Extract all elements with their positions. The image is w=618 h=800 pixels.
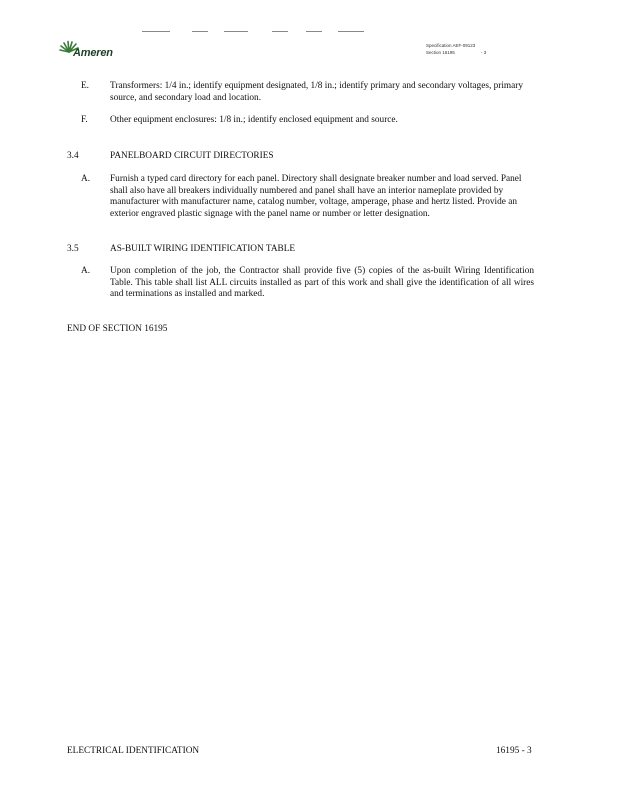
item-f-letter: F. xyxy=(81,115,88,125)
section-3-5-number: 3.5 xyxy=(67,244,79,254)
footer-page-number: 16195 - 3 xyxy=(496,746,532,756)
section-3-4-title: PANELBOARD CIRCUIT DIRECTORIES xyxy=(110,151,274,161)
item-f-text: Other equipment enclosures: 1/8 in.; identify enclosed equipment and source. xyxy=(110,115,398,125)
section-3-5-a-letter: A. xyxy=(81,266,91,276)
spec-section: Section 16195 xyxy=(426,50,455,55)
section-3-5-title: AS-BUILT WIRING IDENTIFICATION TABLE xyxy=(110,244,296,254)
item-e-letter: E. xyxy=(81,81,90,91)
logo-text: Ameren xyxy=(73,47,113,59)
end-of-section: END OF SECTION 16195 xyxy=(67,324,168,334)
section-3-4-number: 3.4 xyxy=(67,151,79,161)
ameren-logo xyxy=(58,40,128,64)
section-3-4-a-letter: A. xyxy=(81,174,91,184)
spec-number: Specification AEF-09123 xyxy=(426,43,476,48)
spec-reference xyxy=(426,42,487,56)
header-rule-marks xyxy=(142,31,372,33)
item-e-text: Transformers: 1/4 in.; identify equipment designated, 1/8 in.; identify primary and secondary voltages, primary source, and secondary load and location. xyxy=(110,81,524,103)
spec-page: - 3 xyxy=(481,50,487,55)
section-3-4-a-text: Furnish a typed card directory for each panel. Directory shall designate breaker number and load served. Panel shall also have all breakers individually numbered and panel shall have an interior nameplate provided by manufacturer with manufacturer name, catalog number, voltage, amperage, phase and hertz listed. Provide an exterior engraved plastic signage with the panel name or number or letter designation. xyxy=(110,174,522,219)
section-3-5-a-text: Upon completion of the job, the Contractor shall provide five (5) copies of the as-built Wiring Identification Table. This table shall list ALL circuits installed as part of this work and shall give the identification of all wires and terminations as installed and marked. xyxy=(110,266,534,300)
footer-title: ELECTRICAL IDENTIFICATION xyxy=(67,746,200,756)
